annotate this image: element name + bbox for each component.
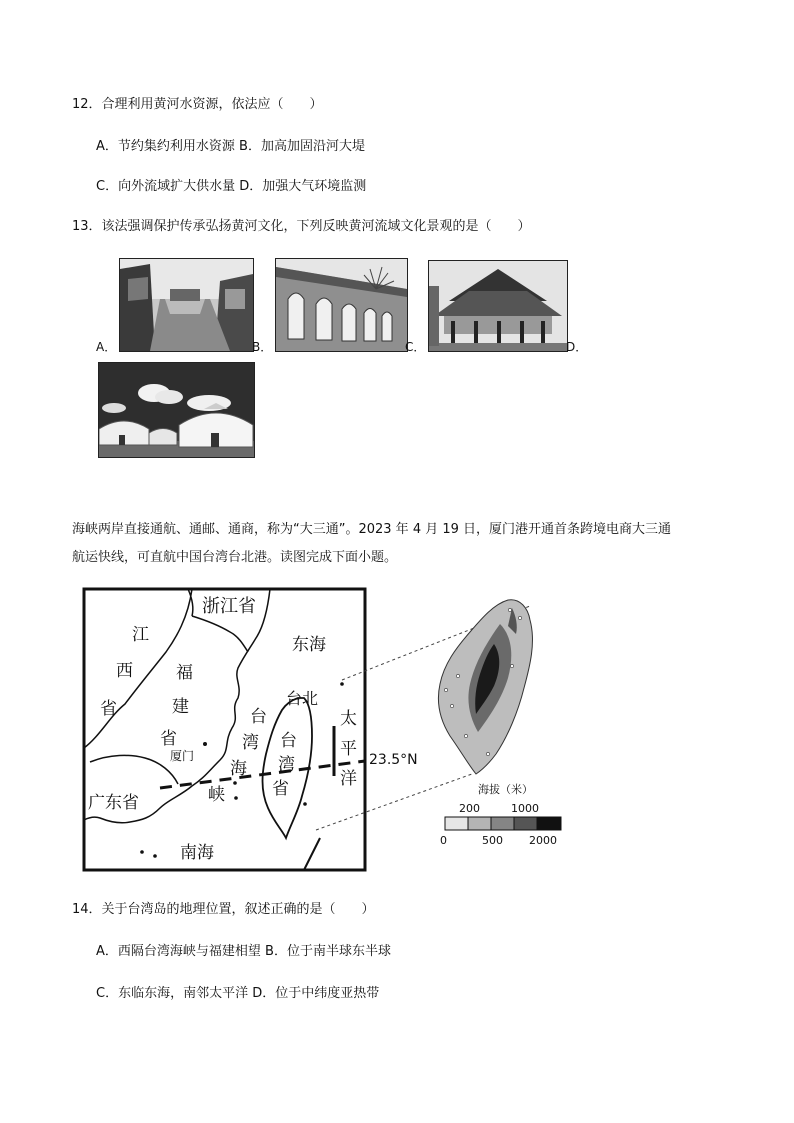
label-guangdong: 广东省 xyxy=(88,793,139,813)
label-fujian-2: 建 xyxy=(172,697,189,717)
photo-option-a xyxy=(119,258,254,352)
q12-stem: 12．合理利用黄河水资源，依法应（ ） xyxy=(72,97,323,112)
q12-options-cd: C．向外流域扩大供水量 D．加强大气环境监测 xyxy=(96,179,367,194)
legend-title: 海拔（米） xyxy=(478,783,533,796)
legend-tick-0: 0 xyxy=(440,834,447,847)
q14-stem: 14．关于台湾岛的地理位置，叙述正确的是（ ） xyxy=(72,902,375,917)
label-jiangxi-2: 西 xyxy=(116,661,133,681)
label-pacific-2: 平 xyxy=(340,739,357,759)
label-pacific-3: 洋 xyxy=(340,769,357,789)
label-xiamen: 厦门 xyxy=(170,749,195,763)
label-strait-4: 峡 xyxy=(208,785,225,805)
label-jiangxi-1: 江 xyxy=(132,625,149,645)
taiwan-strait-map xyxy=(80,586,580,876)
label-taiwan-3: 省 xyxy=(272,779,289,799)
label-pacific-1: 太 xyxy=(340,709,357,729)
label-donghai: 东海 xyxy=(292,635,326,655)
q12-options-ab: A．节约集约利用水资源 B．加高加固沿河大堤 xyxy=(96,139,365,154)
label-taiwan-2: 湾 xyxy=(278,755,295,775)
q13-stem: 13．该法强调保护传承弘扬黄河文化，下列反映黄河流域文化景观的是（ ） xyxy=(72,219,531,234)
photo-option-b xyxy=(275,258,408,352)
taiwan-relief-inset xyxy=(438,600,532,774)
q14-options-ab: A．西隔台湾海峡与福建相望 B．位于南半球东半球 xyxy=(96,944,391,959)
photo-option-c xyxy=(428,260,568,352)
label-latitude: 23.5°N xyxy=(369,752,418,768)
label-jiangxi-3: 省 xyxy=(100,699,117,719)
label-taibei: 台北 xyxy=(286,689,319,708)
q14-options-cd: C．东临东海，南邻太平洋 D．位于中纬度亚热带 xyxy=(96,986,380,1001)
label-strait-3: 海 xyxy=(230,759,247,779)
passage-line-2: 航运快线，可直航中国台湾台北港。读图完成下面小题。 xyxy=(72,550,398,565)
label-zhejiang: 浙江省 xyxy=(202,596,256,617)
label-strait-1: 台 xyxy=(250,707,267,727)
xiamen-point xyxy=(203,742,207,746)
legend-tick-2000: 2000 xyxy=(529,834,557,847)
q13-option-d-label: D． xyxy=(566,340,588,354)
label-strait-2: 湾 xyxy=(242,733,259,753)
legend-tick-500: 500 xyxy=(482,834,503,847)
elevation-legend-bar xyxy=(444,816,564,832)
q13-option-b-label: B． xyxy=(252,340,273,354)
label-fujian-3: 省 xyxy=(160,729,177,749)
label-taiwan-1: 台 xyxy=(280,731,297,751)
legend-tick-200: 200 xyxy=(459,802,480,815)
q13-option-c-label: C． xyxy=(405,340,426,354)
legend-tick-1000: 1000 xyxy=(511,802,539,815)
passage-line-1: 海峡两岸直接通航、通邮、通商，称为“大三通”。2023 年 4 月 19 日，厦门港开通首条跨境电商大三通 xyxy=(72,522,672,537)
label-fujian-1: 福 xyxy=(176,663,193,683)
q13-option-a-label: A． xyxy=(96,340,117,354)
photo-option-d xyxy=(98,362,255,458)
label-nanhai: 南海 xyxy=(180,843,214,863)
